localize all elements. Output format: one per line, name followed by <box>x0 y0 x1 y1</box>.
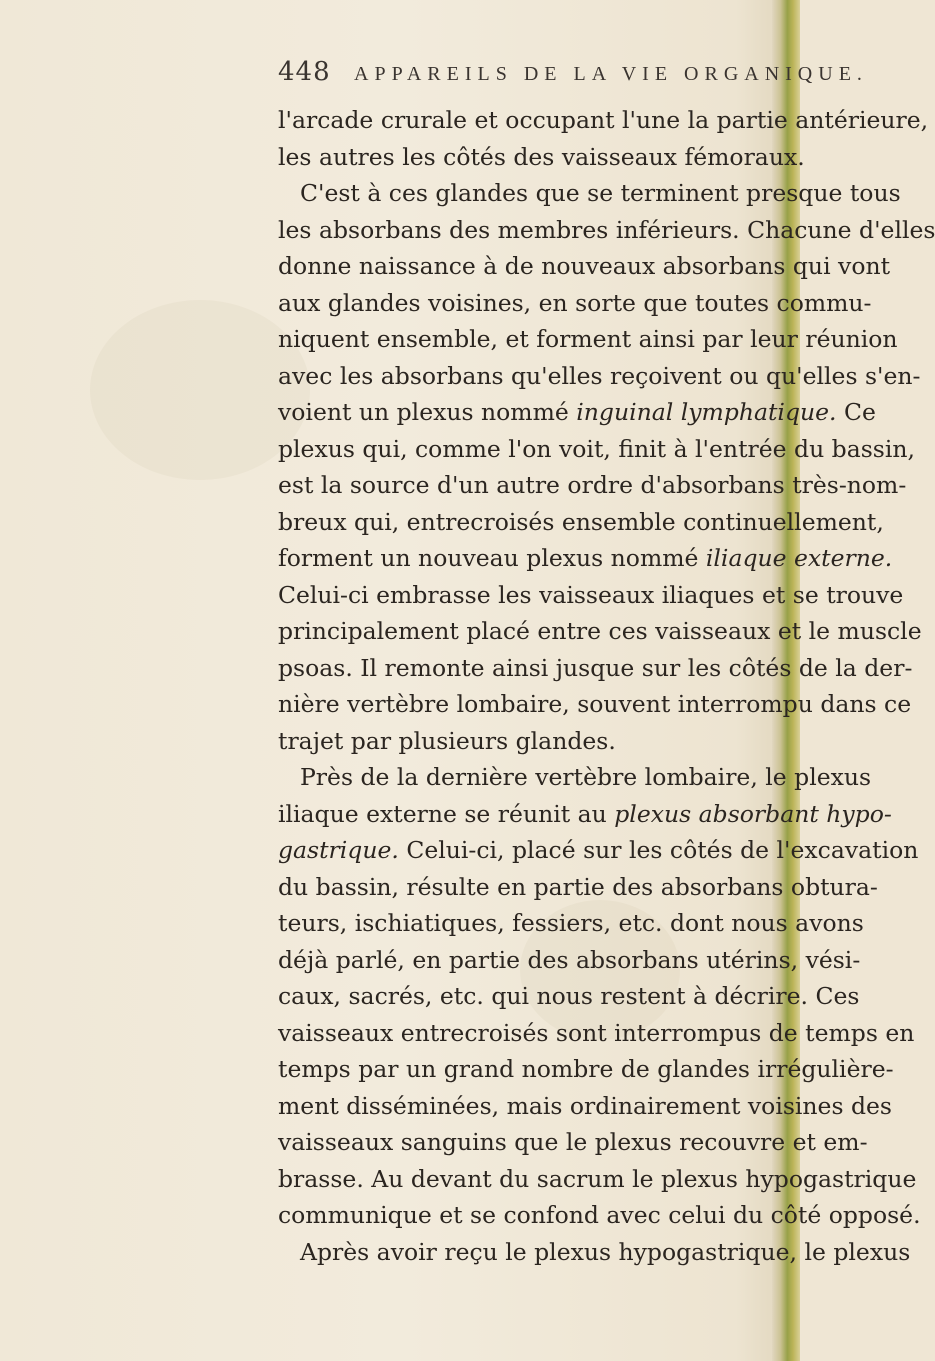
text-line <box>278 942 861 979</box>
text-line-roman: iliaque externe se réunit au <box>278 799 615 828</box>
text-line-roman: vaisseaux sanguins que le plexus recouvre et em- <box>278 1128 868 1156</box>
text-line-roman: ment disséminées, mais ordinairement voisines des <box>278 1091 892 1120</box>
text-line-italic: gastrique. <box>278 836 399 864</box>
text-line-roman: C'est à ces glandes que se terminent presque tous <box>300 179 901 207</box>
text-line-roman: Celui-ci embrasse les vaisseaux iliaques et se trouve <box>278 580 904 609</box>
text-line <box>278 540 893 577</box>
text-line-roman: donne naissance à de nouveaux absorbans qui vont <box>278 252 891 280</box>
text-line <box>278 1124 868 1161</box>
text-line-roman: trajet par plusieurs glandes. <box>278 726 616 755</box>
text-line <box>278 978 860 1015</box>
text-line-roman: breux qui, entrecroisés ensemble continuellement, <box>278 507 884 536</box>
text-line <box>278 467 907 504</box>
text-line <box>278 1088 892 1125</box>
text-line <box>278 613 922 650</box>
text-line <box>278 1161 917 1198</box>
text-line <box>278 358 921 395</box>
text-line-roman: plexus qui, comme l'on voit, finit à l'entrée du bassin, <box>278 434 915 463</box>
text-line-roman: teurs, ischiatiques, fessiers, etc. dont nous avons <box>278 909 864 937</box>
paper-stain <box>90 300 310 480</box>
text-line <box>278 759 872 796</box>
text-line <box>278 139 805 176</box>
text-line-roman: aux glandes voisines, en sorte que toutes commu- <box>278 288 872 317</box>
text-line <box>278 285 872 322</box>
text-line-roman: vaisseaux entrecroisés sont interrompus de temps en <box>278 1018 915 1047</box>
text-line <box>278 796 892 833</box>
text-line <box>278 650 913 687</box>
text-line-roman: Après avoir reçu le plexus hypogastrique, le plexus <box>300 1237 911 1266</box>
text-line-roman: voient un plexus nommé <box>278 398 577 426</box>
text-line <box>278 577 904 614</box>
text-line-roman: avec les absorbans qu'elles reçoivent ou qu'elles s'en- <box>278 361 921 390</box>
text-line-roman: principalement placé entre ces vaisseaux et le muscle <box>278 617 922 645</box>
text-line <box>278 321 898 358</box>
text-line <box>278 905 864 942</box>
text-line-roman: forment un nouveau plexus nommé <box>278 544 706 572</box>
text-line <box>278 394 876 431</box>
text-line-roman: temps par un grand nombre de glandes irrégulière- <box>278 1055 894 1083</box>
page-header <box>278 55 868 99</box>
text-line <box>278 869 878 906</box>
text-line <box>278 1051 894 1088</box>
text-line <box>278 832 919 869</box>
text-line-roman: les autres les côtés des vaisseaux fémoraux. <box>278 142 805 171</box>
text-line-roman: psoas. Il remonte ainsi jusque sur les côtés de la der- <box>278 653 913 682</box>
text-line <box>278 723 768 760</box>
text-line-roman: les absorbans des membres inférieurs. Chacune d'elles <box>278 215 935 244</box>
text-line-after: Celui-ci, placé sur les côtés de l'excavation <box>398 836 919 864</box>
text-line <box>278 102 929 139</box>
text-line <box>278 175 901 212</box>
text-line-after: Ce <box>836 398 876 426</box>
text-line-roman: l'arcade crurale et occupant l'une la partie antérieure, <box>278 106 929 134</box>
text-line <box>278 1015 915 1052</box>
text-line <box>278 1197 921 1234</box>
text-line-italic: plexus absorbant hypo- <box>614 799 892 828</box>
text-line-roman: du bassin, résulte en partie des absorbans obtura- <box>278 872 878 901</box>
text-line-italic: inguinal lymphatique. <box>576 398 837 426</box>
body-text <box>278 102 935 1270</box>
text-line <box>278 1234 911 1271</box>
page-number: 448 <box>278 57 331 87</box>
text-line-roman: déjà parlé, en partie des absorbans utérins, vési- <box>278 945 861 974</box>
text-line-italic: iliaque externe. <box>705 544 893 572</box>
text-line-roman: caux, sacrés, etc. qui nous restent à décrire. Ces <box>278 982 860 1010</box>
text-line-roman: brasse. Au devant du sacrum le plexus hypogastrique <box>278 1164 917 1193</box>
text-line <box>278 504 884 541</box>
text-line-roman: communique et se confond avec celui du côté opposé. <box>278 1201 921 1229</box>
text-line-roman: est la source d'un autre ordre d'absorbans très-nom- <box>278 471 907 499</box>
text-line-roman: niquent ensemble, et forment ainsi par leur réunion <box>278 325 898 353</box>
text-line-roman: Près de la dernière vertèbre lombaire, le plexus <box>300 763 872 791</box>
text-line-roman: nière vertèbre lombaire, souvent interrompu dans ce <box>278 690 912 718</box>
text-line <box>278 212 935 249</box>
text-line <box>278 248 891 285</box>
running-title: APPAREILS DE LA VIE ORGANIQUE. <box>354 63 868 85</box>
text-line <box>278 431 915 468</box>
text-line <box>278 686 912 723</box>
